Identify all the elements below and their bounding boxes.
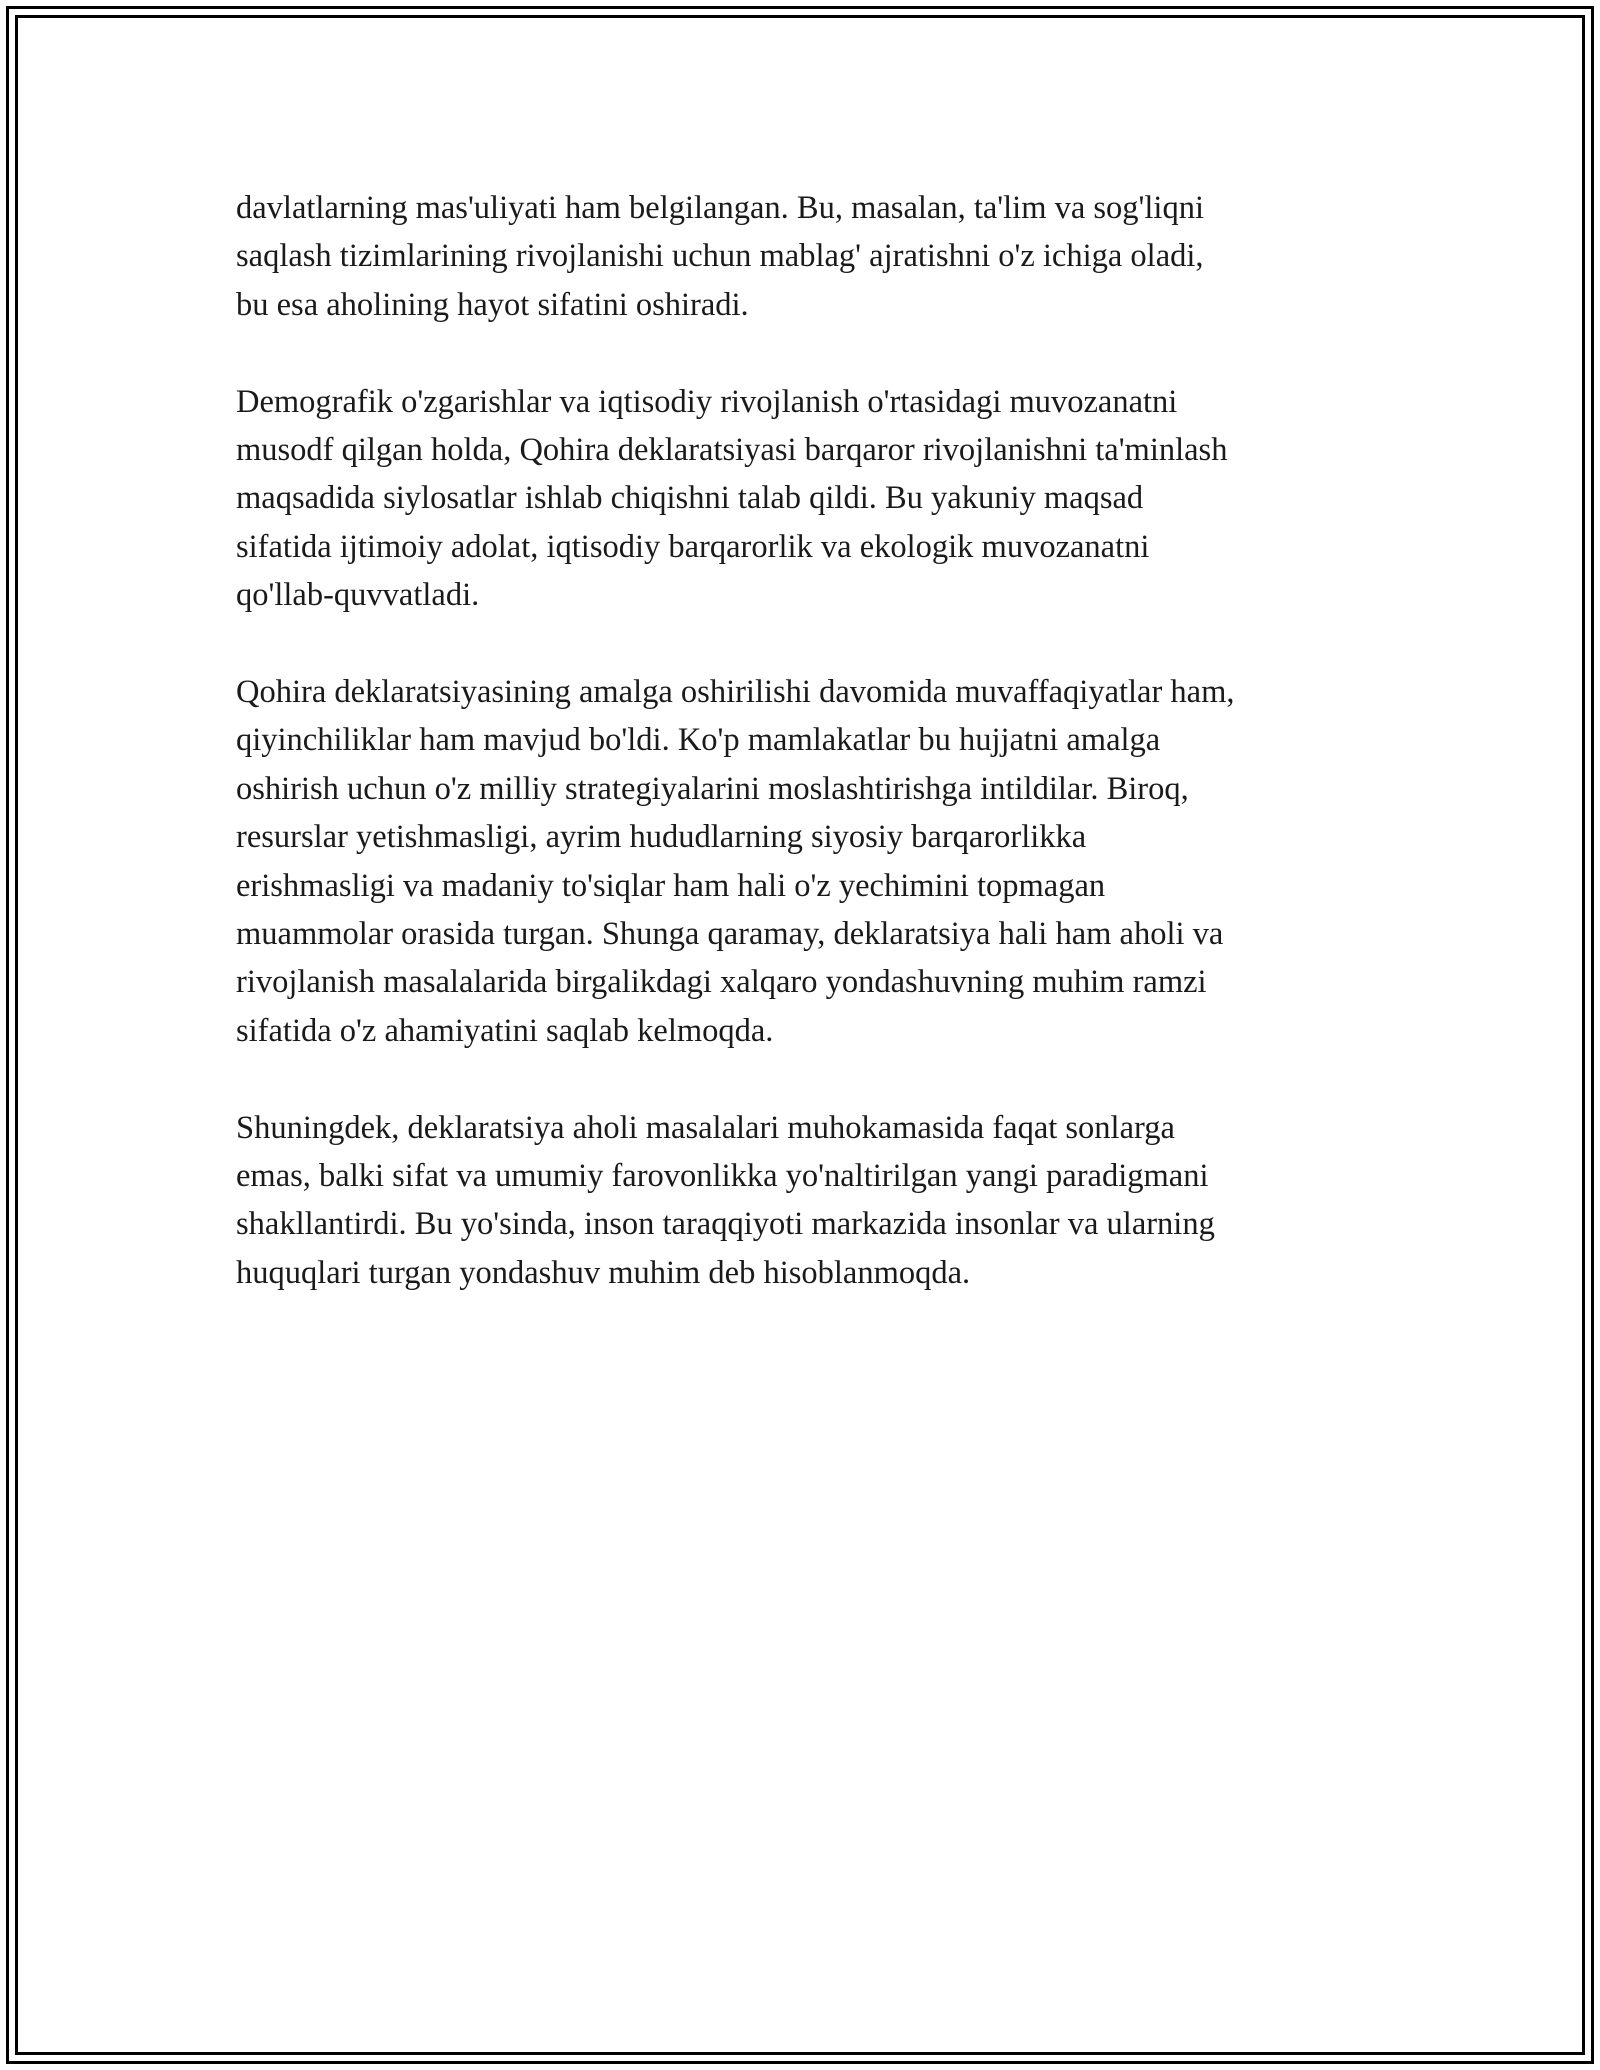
paragraph-4: Shuningdek, deklaratsiya aholi masalalari muhokamasida faqat sonlarga emas, balki sifat va umumiy farovonlikka yo'naltirilgan yangi paradigmani shakllantirdi. Bu yo'sinda, inson taraqqiyoti markazida insonlar va ularning huquqlari turgan yondashuv muhim deb hisoblanmoqda. bbox=[236, 1109, 1215, 1291]
paragraph-1: davlatlarning mas'uliyati ham belgilangan. Bu, masalan, ta'lim va sog'liqni saqlash tizimlarining rivojlanishi uchun mablag' ajratishni o'z ichiga oladi, bu esa aholining hayot sifatini oshiradi. bbox=[236, 190, 1204, 323]
paragraph-3: Qohira deklaratsiyasining amalga oshirilishi davomida muvaffaqiyatlar ham, qiyinchiliklar ham mavjud bo'ldi. Ko'p mamlakatlar bu hujjatni amalga oshirish uchun o'z milliy strategiyalarini moslashtirishga intildilar. Biroq, resurslar yetishmasligi, ayrim hududlarning siyosiy barqarorlikka erishmasligi va madaniy to'siqlar ham hali o'z yechimini topmagan muammolar orasida turgan. Shunga qaramay, deklaratsiya hali ham aholi va rivojlanish masalalarida birgalikdagi xalqaro yondashuvning muhim ramzi sifatida o'z ahamiyatini saqlab kelmoqda. bbox=[236, 674, 1235, 1049]
document-body bbox=[236, 184, 1376, 1346]
paragraph-2: Demografik o'zgarishlar va iqtisodiy rivojlanish o'rtasidagi muvozanatni musodf qilgan holda, Qohira deklaratsiyasi barqaror rivojlanishni ta'minlash maqsadida siylosatlar ishlab chiqishni talab qildi. Bu yakuniy maqsad sifatida ijtimoiy adolat, iqtisodiy barqarorlik va ekologik muvozanatni qo'llab-quvvatladi. bbox=[236, 383, 1228, 614]
